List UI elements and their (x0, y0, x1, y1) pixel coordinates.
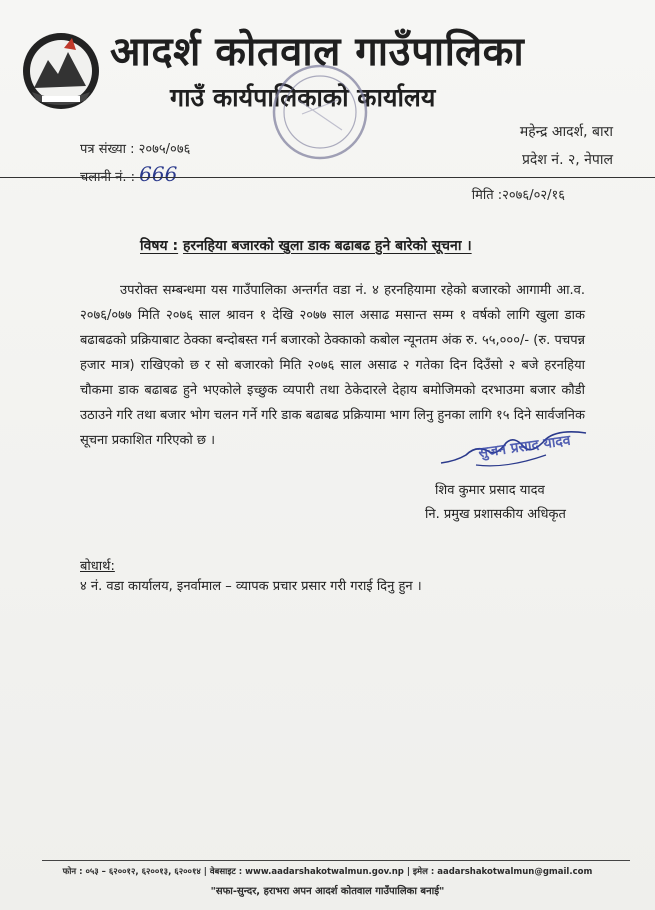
letter-number: पत्र संख्या : २०७५/०७६ (80, 142, 191, 157)
letter-date: मिति :२०७६/०२/१६ (471, 188, 565, 203)
office-address (520, 118, 613, 174)
dispatch-number-label: चलानी नं. : (80, 170, 136, 185)
nepal-emblem-icon (20, 30, 102, 112)
subject-line (140, 236, 472, 255)
address-line-1: महेन्द्र आदर्श, बारा (519, 124, 613, 140)
address-line-2: प्रदेश नं. २, नेपाल (521, 152, 613, 168)
dispatch-number-row (80, 162, 190, 190)
footer-contact: फोन : ०५३ – ६२००१२, ६२००१३, ६२००१४ | वेबसाइट : www.aadarshakotwalmun.gov.np | इमेल : aadarshakotwalmun@gmail.com (62, 867, 593, 877)
cc-heading: बोधार्थ: (80, 559, 115, 574)
office-stamp-icon (268, 60, 372, 164)
office-name: गाउँ कार्यपालिकाको कार्यालय (170, 83, 436, 112)
header-divider (0, 177, 655, 178)
reference-block (80, 138, 190, 190)
subject-label: विषय : (140, 238, 179, 254)
footer-slogan: "सफा-सुन्दर, हराभरा अपन आदर्श कोतवाल गाउँपालिका बनाई" (210, 886, 445, 897)
org-name: आदर्श कोतवाल गाउँपालिका (110, 29, 525, 75)
signatory-name: शिव कुमार प्रसाद यादव (435, 483, 545, 498)
cc-recipient: ४ नं. वडा कार्यालय, इनर्वामाल – व्यापक प्रचार प्रसार गरी गराई दिनु हुन । (80, 579, 422, 594)
footer-divider (42, 860, 630, 861)
subject-text: हरनहिया बजारको खुला डाक बढाबढ हुने बारेको सूचना । (182, 238, 472, 254)
dispatch-number-value: 666 (139, 162, 178, 186)
signature-stamp: सुजन प्रसाद यादव (477, 432, 572, 462)
notice-body: उपरोक्त सम्बन्धमा यस गाउँपालिका अन्तर्गत वडा नं. ४ हरनहियामा रहेको बजारको आगामी आ.व. २०७६/०७७ मिति २०७६ साल श्रावन १ देखि २०७७ साल असाढ मसान्त सम्म १ वर्षको लागि खुला डाक बढाबढको प्रक्रियाबाट ठेक्का बन्दोबस्त गर्न बजारको ठेक्काको कबोल न्यूनतम अंक रु. ५५,०००/- (रु. पचपन्न हजार मात्र) राखिएको छ र सो बजारको मिति २०७६ साल असाढ २ गतेका दिन दिउँसो २ बजे हरनहिया चौकमा डाक बढाबढ हुने भएकोले इच्छुक व्यपारी तथा ठेकेदारले देहाय बमोजिमको दरभाउमा बजार कौडी उठाउने गरि तथा बजार भोग चलन गर्ने गरि डाक बढाबढ प्रक्रियामा भाग लिनु हुनका लागि १५ दिने सार्वजनिक सूचना प्रकाशित गरिएको छ । (80, 283, 585, 448)
signatory-title: नि. प्रमुख प्रशासकीय अधिकृत (425, 507, 566, 522)
